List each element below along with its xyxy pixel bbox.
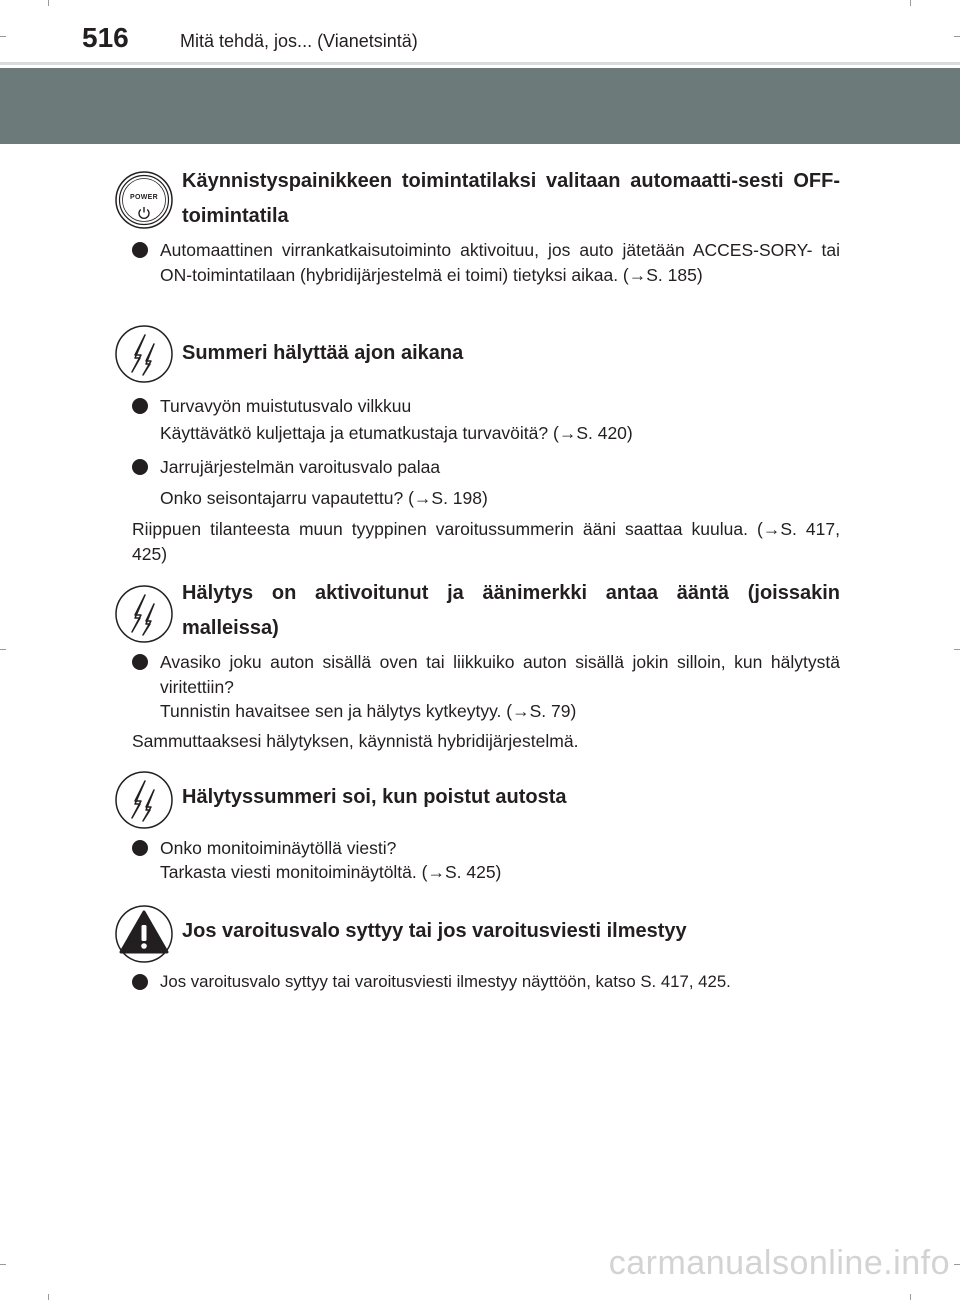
bullet-detail: Tarkasta viesti monitoiminäytöltä. (→S. 425) <box>160 862 502 882</box>
bullet-item: Avasiko joku auton sisällä oven tai liikkuiko auton sisällä jokin silloin, kun hälytystä viritettiin? <box>160 650 840 699</box>
header-band <box>0 68 960 144</box>
section-heading: Hälytyssummeri soi, kun poistut autosta <box>182 786 567 808</box>
crop-mark <box>954 36 960 37</box>
buzzer-sound-icon <box>114 324 174 384</box>
crop-mark <box>910 1294 911 1300</box>
header-rule <box>0 62 960 65</box>
section-heading: Hälytys on aktivoitunut ja äänimerkki antaa ääntä (joissakin malleissa) <box>182 582 840 639</box>
bullet-item: Jarrujärjestelmän varoitusvalo palaa <box>160 455 840 480</box>
footer-watermark: carmanualsonline.info <box>608 1244 950 1282</box>
crop-mark <box>0 649 6 650</box>
crop-mark <box>48 0 49 6</box>
crop-mark <box>48 1294 49 1300</box>
bullet-item: Turvavyön muistutusvalo vilkkuu <box>160 394 840 419</box>
bullet-detail: Tunnistin havaitsee sen ja hälytys kytkeytyy. (→S. 79) <box>160 701 577 721</box>
power-icon-label: POWER <box>130 194 158 201</box>
bullet-detail: Onko seisontajarru vapautettu? (→S. 198) <box>160 488 488 508</box>
bullet-detail: Käyttävätkö kuljettaja ja etumatkustaja turvavöitä? (→S. 420) <box>160 423 633 443</box>
crop-mark <box>0 36 6 37</box>
crop-mark <box>0 1264 6 1265</box>
buzzer-sound-icon <box>114 584 174 644</box>
note-text: Riippuen tilanteesta muun tyyppinen varoitussummerin ääni saattaa kuulua. (→S. 417, 425) <box>132 519 840 564</box>
header-title: Mitä tehdä, jos... (Vianetsintä) <box>180 31 418 51</box>
crop-mark <box>954 649 960 650</box>
page-number: 516 <box>82 22 129 53</box>
power-button-icon <box>114 170 174 230</box>
section-heading: Jos varoitusvalo syttyy tai jos varoitusviesti ilmestyy <box>182 920 687 942</box>
section-heading: Summeri hälyttää ajon aikana <box>182 342 464 364</box>
crop-mark <box>910 0 911 6</box>
bullet-item: Onko monitoiminäytöllä viesti? <box>160 836 840 861</box>
warning-triangle-icon <box>114 904 174 964</box>
crop-mark <box>954 1264 960 1265</box>
bullet-item: Automaattinen virrankatkaisutoiminto aktivoituu, jos auto jätetään ACCES-SORY- tai ON-toimintatilaan (hybridijärjestelmä ei toimi) tietyksi aikaa. (→S. 185) <box>160 238 840 287</box>
bullet-item: Jos varoitusvalo syttyy tai varoitusviesti ilmestyy näyttöön, katso S. 417, 425. <box>160 970 840 995</box>
section-heading: Käynnistyspainikkeen toimintatilaksi valitaan automaatti-sesti OFF-toimintatila <box>182 170 840 227</box>
buzzer-sound-icon <box>114 770 174 830</box>
note-text: Sammuttaaksesi hälytyksen, käynnistä hybridijärjestelmä. <box>132 731 579 751</box>
